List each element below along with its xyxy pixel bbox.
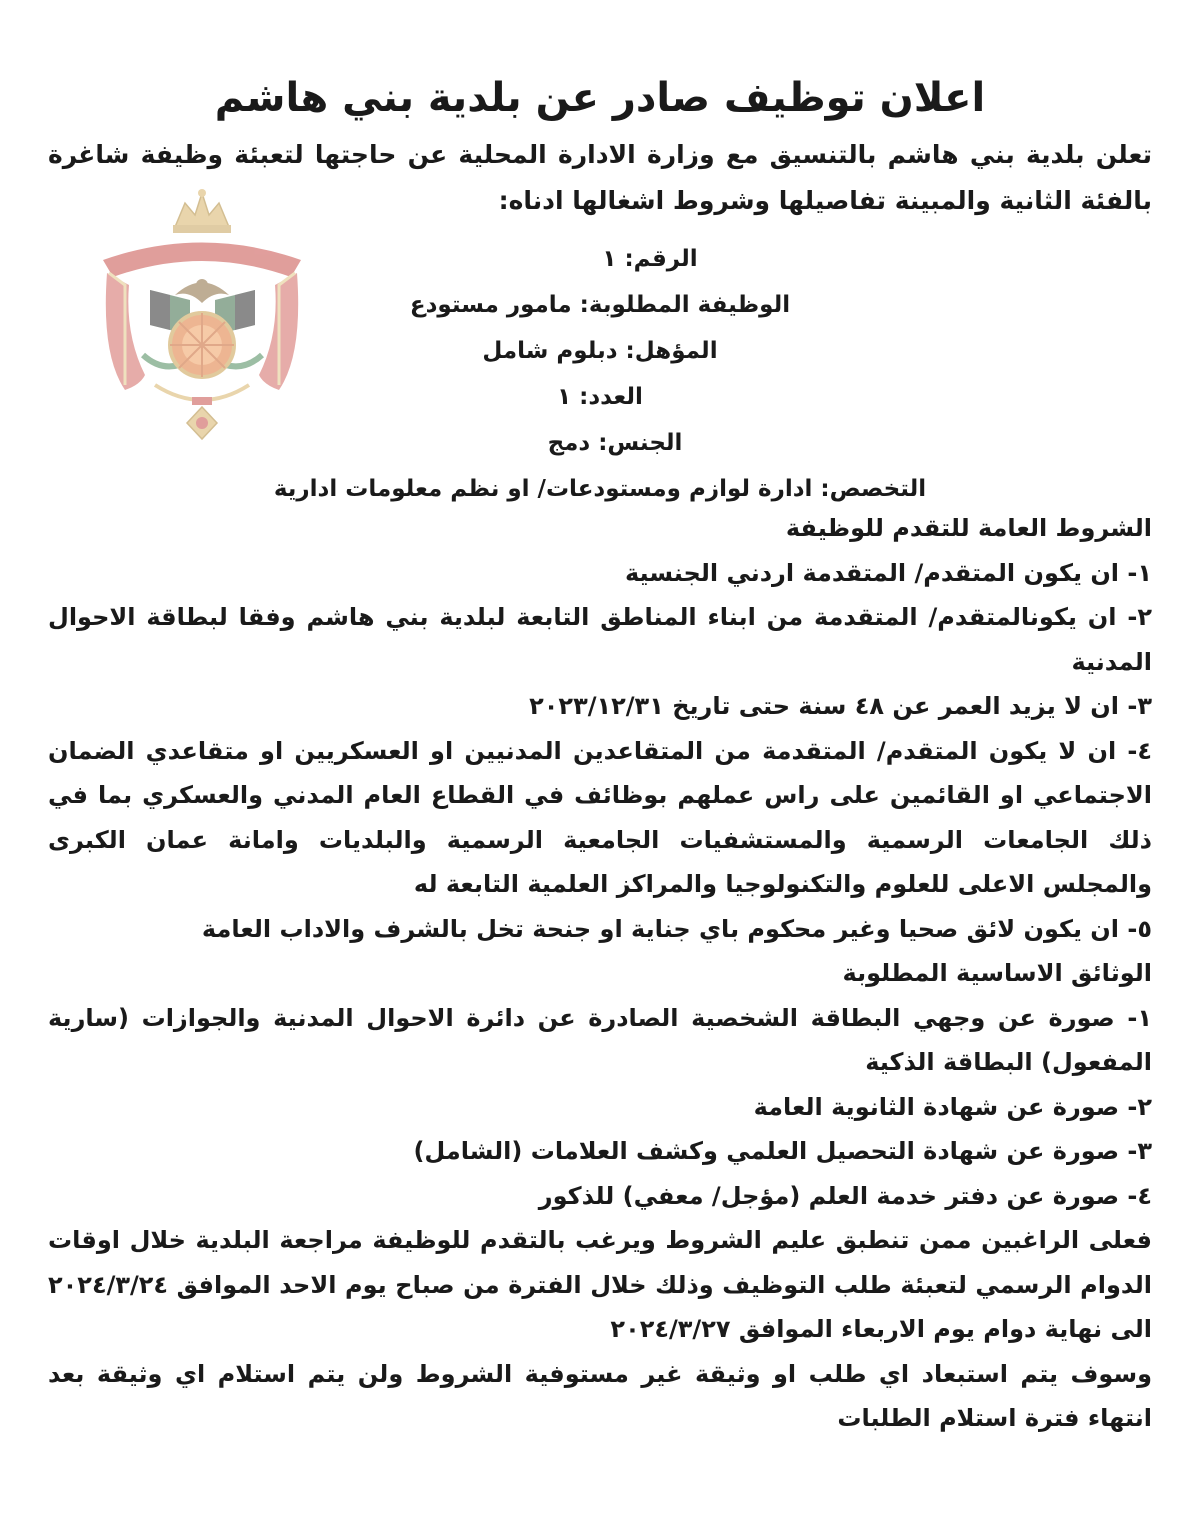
document-item: ٣- صورة عن شهادة التحصيل العلمي وكشف العلامات (الشامل)	[413, 1137, 1152, 1165]
document-item: ١- صورة عن وجهي البطاقة الشخصية الصادرة عن دائرة الاحوال المدنية والجوازات (سارية المفعول) البطاقة الذكية	[48, 1003, 1152, 1076]
job-number-label: الرقم:	[624, 246, 698, 272]
general-conditions-heading: الشروط العامة للتقدم للوظيفة	[785, 514, 1152, 542]
job-details	[0, 236, 1200, 512]
required-documents-heading: الوثائق الاساسية المطلوبة	[842, 959, 1152, 987]
job-qualification-label: المؤهل:	[625, 338, 718, 364]
job-specialization-label: التخصص:	[820, 476, 927, 502]
job-position-label: الوظيفة المطلوبة:	[579, 292, 791, 318]
job-gender	[30, 420, 1200, 466]
job-position	[0, 282, 1200, 328]
job-number-value: ١	[602, 246, 617, 272]
document-item: ٤- صورة عن دفتر خدمة العلم (مؤجل/ معفي) للذكور	[538, 1181, 1152, 1210]
condition-item: ٤- ان لا يكون المتقدم/ المتقدمة من المتقاعدين المدنيين او العسكريين او متقاعدي الضمان الاجتماعي او القائمين على راس عملهم بوظائف في القطاع العام المدني والعسكري بما في ذلك الجامعات الرسمية والمستشفيات الجامعية الرسمية والبلديات وامانة عمان الكبرى والمجلس الاعلى للعلوم والتكنولوجيا والمراكز العلمية التابعة له	[48, 736, 1152, 898]
job-gender-value: دمج	[547, 430, 591, 456]
job-count-label: العدد:	[579, 384, 643, 410]
job-specialization-value: ادارة لوازم ومستودعات/ او نظم معلومات ادارية	[273, 476, 813, 502]
condition-item: ٣- ان لا يزيد العمر عن ٤٨ سنة حتى تاريخ ٢٠٢٣/١٢/٣١	[529, 692, 1152, 720]
job-number	[100, 236, 1200, 282]
job-position-value: مامور مستودع	[409, 292, 572, 318]
intro-paragraph: تعلن بلدية بني هاشم بالتنسيق مع وزارة الادارة المحلية عن حاجتها لتعبئة وظيفة شاغرة بالفئة الثانية والمبينة تفاصيلها وشروط اشغالها ادناه:	[48, 140, 1152, 215]
condition-item: ٢- ان يكونالمتقدم/ المتقدمة من ابناء المناطق التابعة لبلدية بني هاشم وفقا لبطاقة الاحوال المدنية	[48, 603, 1152, 676]
announcement-body	[48, 506, 1152, 1441]
document-item: ٢- صورة عن شهادة الثانوية العامة	[753, 1092, 1152, 1121]
closing-note: وسوف يتم استبعاد اي طلب او وثيقة غير مستوفية الشروط ولن يتم استلام اي وثيقة بعد انتهاء فترة استلام الطلبات	[48, 1359, 1152, 1432]
job-qualification	[0, 328, 1200, 374]
job-gender-label: الجنس:	[598, 430, 683, 456]
application-note: فعلى الراغبين ممن تنطبق عليم الشروط ويرغب بالتقدم للوظيفة مراجعة البلدية خلال اوقات الدوام الرسمي لتعبئة طلب التوظيف وذلك خلال الفترة من صباح يوم الاحد الموافق ٢٠٢٤/٣/٢٤ الى نهاية دوام يوم الاربعاء الموافق ٢٠٢٤/٣/٢٧	[48, 1226, 1152, 1343]
announcement-title: اعلان توظيف صادر عن بلدية بني هاشم	[214, 75, 986, 121]
job-qualification-value: دبلوم شامل	[482, 338, 618, 364]
condition-item: ٥- ان يكون لائق صحيا وغير محكوم باي جناية او جنحة تخل بالشرف والاداب العامة	[201, 914, 1152, 943]
condition-item: ١- ان يكون المتقدم/ المتقدمة اردني الجنسية	[624, 558, 1152, 587]
job-count-value: ١	[557, 384, 572, 410]
job-count	[0, 374, 1200, 420]
